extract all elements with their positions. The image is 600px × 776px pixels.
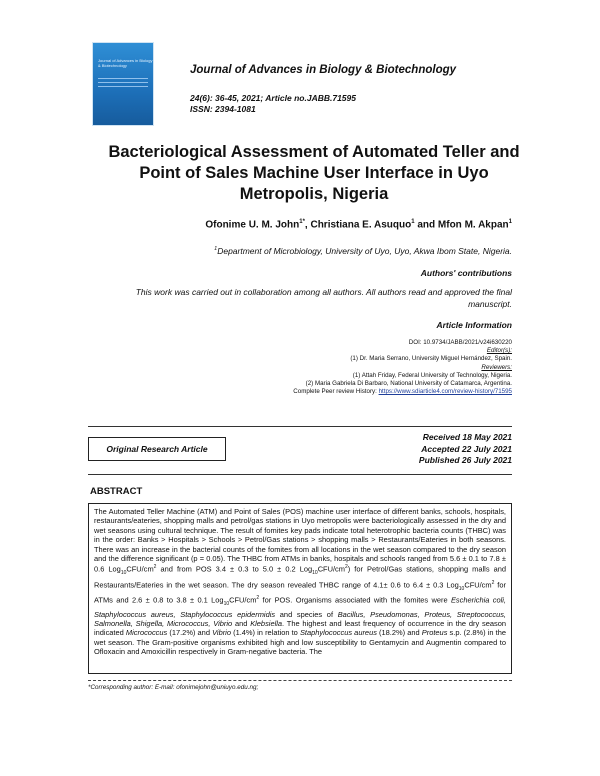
affiliation: $^1$Department of Microbiology, University of Uyo, Uyo, Akwa Ibom State, Nigeria. — [214, 246, 512, 256]
published-date: Published 26 July 2021 — [418, 455, 512, 465]
author-list: Ofonime U. M. John$^{1*}$, Christiana E. Asuquo$^1$ and Mfon M. Akpan$^1$ — [205, 219, 512, 231]
paper-title: Bacteriological Assessment of Automated Teller and Point of Sales Machine User Interface in Uyo Metropolis, Nigeria — [108, 143, 520, 203]
review-history — [220, 388, 512, 396]
review-history-link[interactable]: https://www.sdiarticle4.com/review-history/71595 — [378, 388, 512, 396]
review-history-label: Complete Peer review History: — [293, 388, 379, 396]
received-date: Received 18 May 2021 — [422, 432, 512, 442]
doi: DOI: 10.9734/JABB/2021/v24i630220 — [408, 339, 512, 346]
journal-issn: ISSN: 2394-1081 — [190, 104, 256, 114]
editors-label: Editor(s): — [486, 347, 512, 355]
footnote-separator — [88, 680, 512, 681]
article-info-heading: Article Information — [436, 320, 512, 330]
article-dates — [360, 432, 512, 467]
abstract-heading: ABSTRACT — [90, 486, 143, 497]
divider — [88, 474, 512, 475]
corresponding-author: *Corresponding author: E-mail: ofonimejohn@uniuyo.edu.ng; — [88, 684, 259, 691]
journal-cover-image — [92, 42, 154, 126]
journal-name: Journal of Advances in Biology & Biotechnology — [190, 64, 457, 76]
journal-meta — [190, 93, 356, 115]
divider — [88, 426, 512, 427]
cover-line — [98, 82, 148, 83]
reviewers-label: Reviewers: — [481, 363, 512, 371]
journal-citation: 24(6): 36-45, 2021; Article no.JABB.71595 — [190, 93, 356, 103]
cover-line — [98, 78, 148, 79]
abstract-text: The Automated Teller Machine (ATM) and Point of Sales (POS) machine user interface of different banks, schools, hospitals, restaurants/eateries, shopping malls and petrol/gas stations in Uyo metropolis were bacteriologically assessed in the dry and wet seasons using cultural technique. The result of fomites key pads indicate total heterotrophic bacteria counts (THBC) was in the order: Banks > Hospitals > Schools > Petrol/Gas stations > shopping malls > Restaurants/Eateries in both seasons. There was an increase in the bacterial counts of the fomites from all locations in the wet season compared to the dry season and the difference significant (p = 0.05). The THBC from ATMs in banks, hospitals and schools ranged from 5.6 ± 0.1 to 7.8 ± 0.6 $Log_{10}CFU/cm^2$ and from POS 3.4 ± 0.3 to 5.0 ± 0.2 $Log_{10}CFU/cm^2$) for Petrol/Gas stations, shopping malls and Restaurants/Eateries in the wet season. The dry season revealed THBC range of 4.1± 0.6 to 6.4 ± 0.3 $Log_{10}CFU/cm^2$ for ATMs and 2.6 ± 0.8 to 3.8 ± 0.1 $Log_{10}CFU/cm^2$ for POS. Organisms associated with the fomites were Escherichia coli, Staphylococcus aureus, Staphylococcus epidermidis and species of Bacillus, Pseudomonas, Proteus, Streptococcus, Salmonella, Shigella, Micrococcus, Vibrio and Klebsiella. The highest and least frequency of occurrence in the dry season indicated Micrococcus (17.2%) and Vibrio (1.4%) in relation to Staphylococcus aureus (18.2%) and Proteus s.p. (2.8%) in the wet season. The Gram-positive organisms exhibited high and low susceptibility to Gentamycin and Augmentin compared to Ofloxacin and Amoxicillin respectively in Gram-negative bacteria. The — [88, 503, 512, 674]
reviewer-2: (2) Maria Gabriela Di Barbaro, National University of Catamarca, Argentina. — [305, 380, 512, 388]
article-info — [220, 339, 512, 396]
accepted-date: Accepted 22 July 2021 — [421, 443, 512, 454]
cover-line — [98, 86, 148, 87]
reviewer-1: (1) Attah Friday, Federal University of Technology, Nigeria. — [352, 371, 512, 379]
article-type-box: Original Research Article — [88, 437, 226, 461]
contributions-heading: Authors' contributions — [420, 268, 512, 278]
contributions-text: This work was carried out in collaboration among all authors. All authors read and approved the final manuscript. — [135, 287, 512, 309]
editor-1: (1) Dr. Maria Serrano, University Miguel Hernández, Spain. — [350, 355, 512, 363]
cover-journal-title: Journal of Advances in Biology & Biotechnology — [98, 58, 153, 68]
